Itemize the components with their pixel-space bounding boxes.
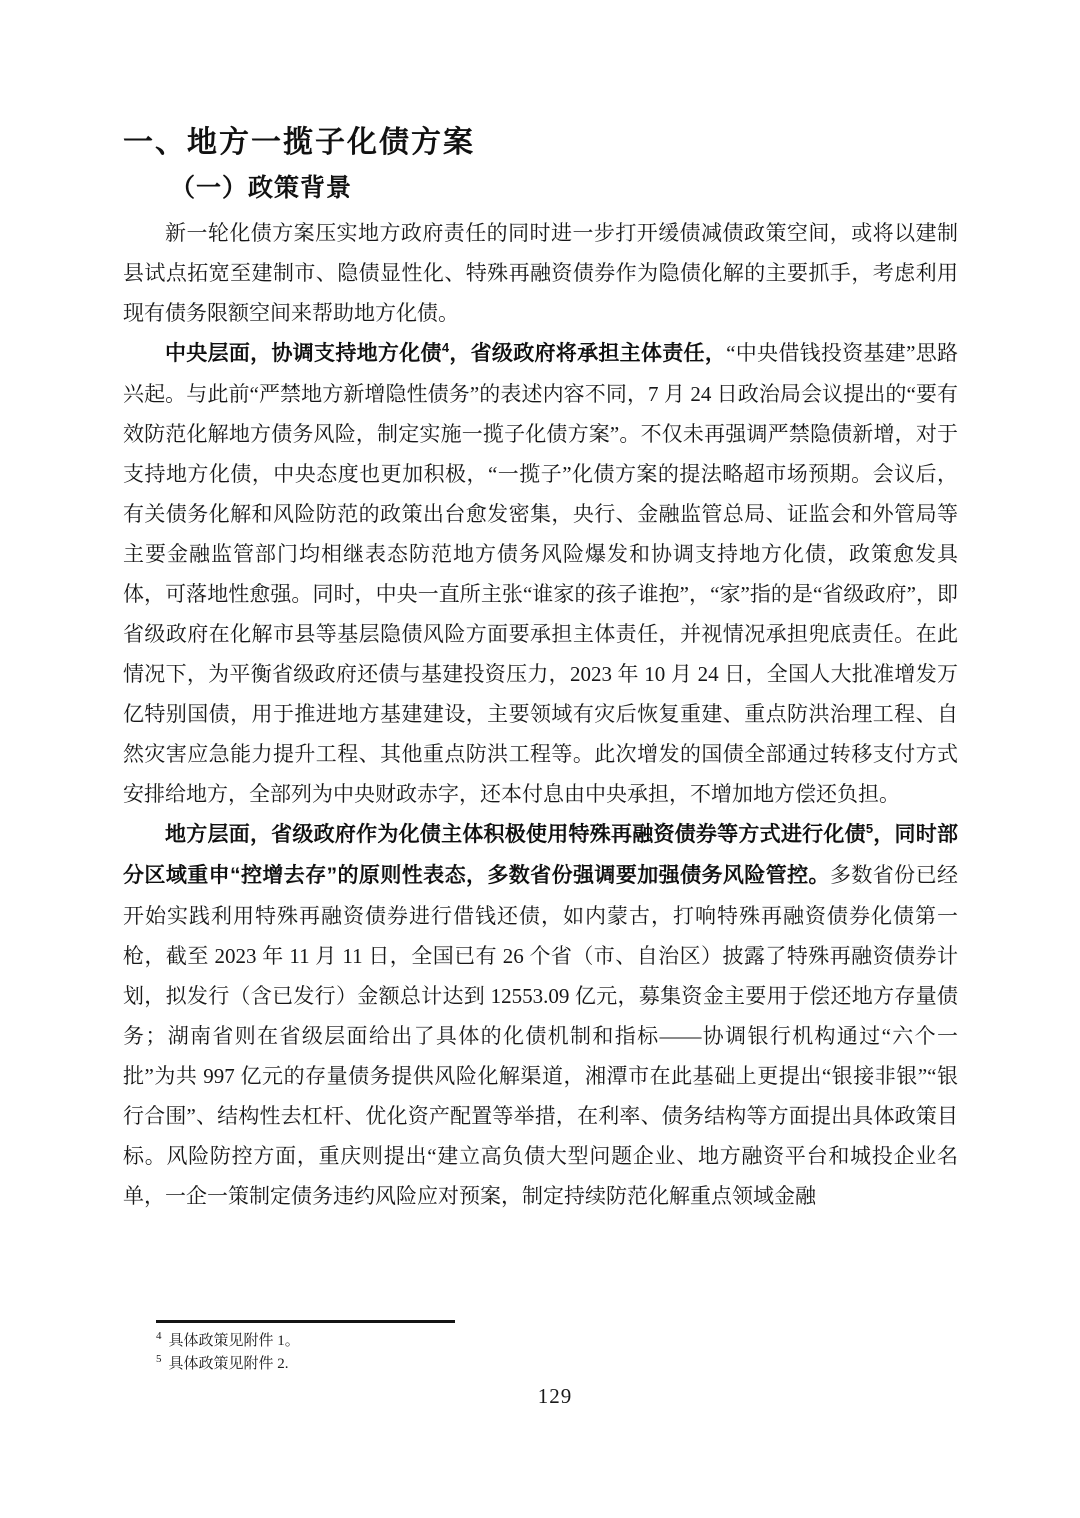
- paragraph: [123, 333, 958, 814]
- footnote: [156, 1353, 756, 1376]
- subsection-heading: （一）政策背景: [170, 174, 353, 202]
- paragraph: [123, 213, 958, 333]
- document-body: [123, 213, 958, 1216]
- footnote-area: [156, 1320, 756, 1376]
- paragraph: [123, 814, 958, 1216]
- text-run: ，省级政府将承担主体责任，: [449, 342, 727, 365]
- page-number: 129: [537, 1384, 573, 1408]
- footnote-marker: 5: [156, 1353, 162, 1365]
- text-run: 地方层面，省级政府作为化债主体积极使用特殊再融资债券等方式进行化债: [165, 823, 866, 846]
- footnote-text: 具体政策见附件 2.: [168, 1356, 289, 1372]
- footnote-ref: 4: [441, 340, 450, 355]
- page-content: [123, 0, 958, 1216]
- text-run: “中央借钱投资基建”思路兴起。与此前“严禁地方新增隐性债务”的表述内容不同，7 月 24 日政治局会议提出的“要有效防范化解地方债务风险，制定实施一揽子化债方案”。不仅未再强调严禁隐债新增，对于支持地方化债，中央态度也更加积极，“一揽子”化债方案的提法略超市场预期。会议后，有关债务化解和风险防范的政策出台愈发密集，央行、金融监管总局、证监会和外管局等主要金融监管部门均相继表态防范地方债务风险爆发和协调支持地方化债，政策愈发具体，可落地性愈强。同时，中央一直所主张“谁家的孩子谁抱”，“家”指的是“省级政府”，即省级政府在化解市县等基层隐债风险方面要承担主体责任，并视情况承担兜底责任。在此情况下，为平衡省级政府还债与基建投资压力，2023 年 10 月 24 日，全国人大批准增发万亿特别国债，用于推进地方基建建设，主要领域有灾后恢复重建、重点防洪治理工程、自然灾害应急能力提升工程、其他重点防洪工程等。此次增发的国债全部通过转移支付方式安排给地方，全部列为中央财政赤字，还本付息由中央承担，不增加地方偿还负担。: [123, 341, 958, 806]
- footnote-list: [156, 1330, 756, 1376]
- text-run: 新一轮化债方案压实地方政府责任的同时进一步打开缓债减债政策空间，或将以建制县试点拓宽至建制市、隐债显性化、特殊再融资债券作为隐债化解的主要抓手，考虑利用现有债务限额空间来帮助地方化债。: [123, 221, 958, 325]
- text-run: ，同时部分区域重申“控增去存”的原则性表态，多数省份强调要加强债务风险管控。: [123, 823, 959, 887]
- section-heading: 一、地方一揽子化债方案: [123, 126, 475, 159]
- footnote-text: 具体政策见附件 1。: [168, 1333, 300, 1349]
- text-run: 中央层面，协调支持地方化债: [165, 342, 442, 365]
- footnote-separator-rule: [156, 1320, 455, 1323]
- footnote-marker: 4: [156, 1330, 162, 1342]
- footnote-ref: 5: [865, 821, 874, 836]
- footnote: [156, 1330, 756, 1353]
- text-run: 多数省份已经开始实践利用特殊再融资债券进行借钱还债，如内蒙古，打响特殊再融资债券化债第一枪，截至 2023 年 11 月 11 日，全国已有 26 个省（市、自治区）披露了特殊再融资债券计划，拟发行（含已发行）金额总计达到 12553.09 亿元，募集资金主要用于偿还地方存量债务；湖南省则在省级层面给出了具体的化债机制和指标——协调银行机构通过“六个一批”为共 997 亿元的存量债务提供风险化解渠道，湘潭市在此基础上更提出“银接非银”“银行合围”、结构性去杠杆、优化资产配置等举措，在利率、债务结构等方面提出具体政策目标。风险防控方面，重庆则提出“建立高负债大型问题企业、地方融资平台和城投企业名单，一企一策制定债务违约风险应对预案，制定持续防范化解重点领域金融: [123, 863, 959, 1208]
